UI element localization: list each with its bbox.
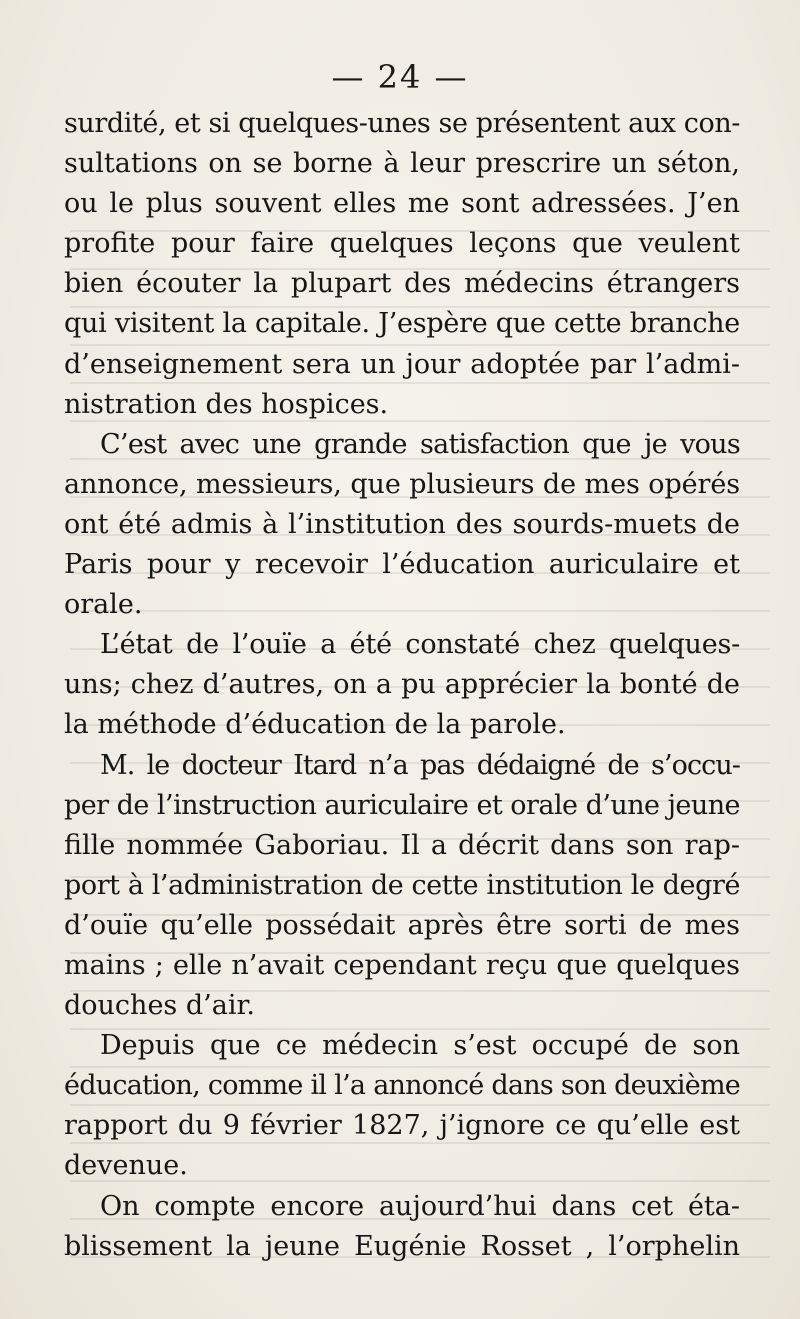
text-line: port à l’administration de cette institution le degré (64, 869, 740, 901)
text-line: d’enseignement sera un jour adoptée par l’admi- (64, 348, 740, 380)
text-line: rapport du 9 février 1827, j’ignore ce qu’elle est (64, 1110, 740, 1142)
text-line: L’état de l’ouïe a été constaté chez quelques- (100, 629, 740, 661)
text-line: mains ; elle n’avait cependant reçu que quelques (64, 949, 740, 981)
text-line: la méthode d’éducation de la parole. (64, 709, 566, 741)
text-line: fille nommée Gaboriau. Il a décrit dans son rap- (64, 829, 740, 861)
text-line: annonce, messieurs, que plusieurs de mes opérés (64, 468, 740, 500)
text-line: On compte encore aujourd’hui dans cet éta- (100, 1190, 740, 1222)
text-line: nistration des hospices. (64, 388, 389, 420)
text-line: Depuis que ce médecin s’est occupé de son (100, 1030, 740, 1062)
text-line: M. le docteur Itard n’a pas dédaigné de s’occu- (100, 749, 740, 781)
page-number: — 24 — (331, 58, 469, 96)
text-line: Paris pour y recevoir l’éducation auriculaire et (64, 549, 740, 581)
text-line: qui visitent la capitale. J’espère que cette branche (64, 308, 740, 340)
text-line: ont été admis à l’institution des sourds-muets de (64, 508, 740, 540)
text-line: ou le plus souvent elles me sont adressées. J’en (64, 188, 740, 220)
text-line: surdité, et si quelques-unes se présentent aux con- (64, 108, 740, 139)
text-line: douches d’air. (64, 990, 255, 1022)
text-line: per de l’instruction auriculaire et orale d’une jeune (64, 789, 740, 821)
text-line: uns; chez d’autres, on a pu apprécier la bonté de (64, 669, 740, 701)
text-line: orale. (64, 589, 143, 621)
text-line: sultations on se borne à leur prescrire un séton, (64, 148, 740, 180)
text-line: profite pour faire quelques leçons que veulent (64, 228, 740, 260)
text-line: blissement la jeune Eugénie Rosset , l’orphelin (64, 1230, 740, 1262)
text-line: d’ouïe qu’elle possédait après être sorti de mes (64, 909, 740, 941)
text-line: devenue. (64, 1150, 188, 1182)
text-line: C’est avec une grande satisfaction que je vous (100, 428, 740, 460)
text-line: éducation, comme il l’a annoncé dans son deuxième (64, 1070, 740, 1102)
text-line: bien écouter la plupart des médecins étrangers (64, 268, 740, 300)
body-text (64, 104, 740, 1267)
